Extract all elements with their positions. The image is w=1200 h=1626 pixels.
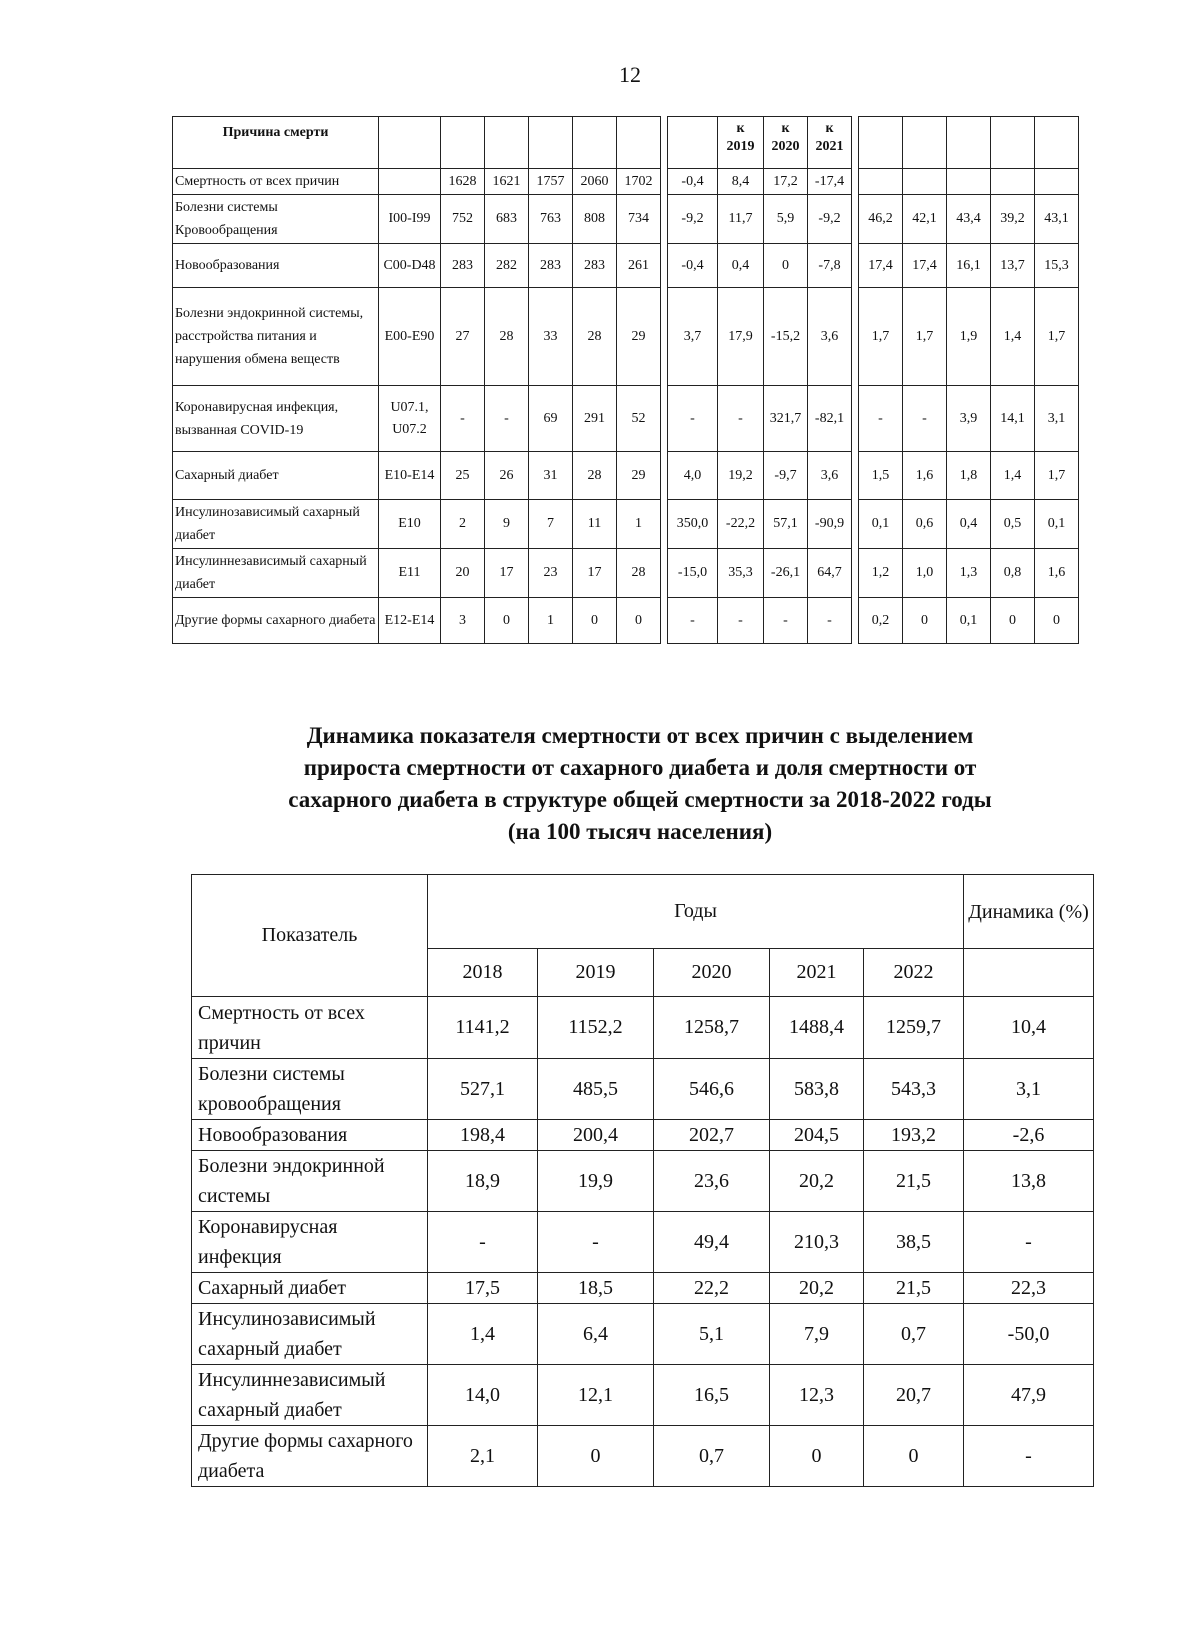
header-cell — [529, 117, 573, 169]
dynamics-cell: 13,8 — [964, 1151, 1094, 1212]
share-cell: 16,1 — [947, 244, 991, 288]
growth-cell: -7,8 — [808, 244, 852, 288]
count-cell: 28 — [485, 288, 529, 386]
dynamics-cell: -2,6 — [964, 1120, 1094, 1151]
table-row — [173, 549, 1079, 598]
share-cell: 1,7 — [1035, 452, 1079, 500]
count-cell: 1621 — [485, 169, 529, 195]
dynamics-cell: 22,3 — [964, 1273, 1094, 1304]
count-cell: 752 — [441, 195, 485, 244]
title-line: (на 100 тысяч населения) — [507, 819, 773, 844]
page-number: 12 — [619, 62, 641, 87]
indicator-cell: Новообразования — [192, 1120, 428, 1151]
column-gap — [852, 169, 859, 195]
indicator-cell: Болезни эндокринной системы — [192, 1151, 428, 1212]
header-cell — [1035, 117, 1079, 169]
title-line: Динамика показателя смертности от всех причин с выделением — [306, 723, 974, 748]
growth-cell: 17,2 — [764, 169, 808, 195]
year-value-cell: 17,5 — [428, 1273, 538, 1304]
table-row — [173, 386, 1079, 452]
growth-cell: 11,7 — [718, 195, 764, 244]
count-cell: 69 — [529, 386, 573, 452]
share-cell: 0 — [1035, 598, 1079, 644]
year-value-cell: 485,5 — [538, 1059, 654, 1120]
table-row — [192, 1426, 1094, 1487]
mortality-dynamics-body — [192, 997, 1094, 1487]
dynamics-cell: - — [964, 1212, 1094, 1273]
year-header: 2019 — [538, 949, 654, 997]
growth-cell: 17,9 — [718, 288, 764, 386]
growth-cell: - — [718, 598, 764, 644]
count-cell: 283 — [441, 244, 485, 288]
share-cell: 1,2 — [859, 549, 903, 598]
table-header-row — [173, 117, 1079, 169]
share-cell: 0 — [991, 598, 1035, 644]
growth-cell: 0 — [764, 244, 808, 288]
year-value-cell: 193,2 — [864, 1120, 964, 1151]
year-value-cell: 21,5 — [864, 1151, 964, 1212]
column-gap — [852, 195, 859, 244]
count-cell: 9 — [485, 500, 529, 549]
year-value-cell: 1,4 — [428, 1304, 538, 1365]
table-row — [173, 195, 1079, 244]
year-header: 2022 — [864, 949, 964, 997]
table-header-row — [192, 875, 1094, 949]
share-cell: 15,3 — [1035, 244, 1079, 288]
year-value-cell: 6,4 — [538, 1304, 654, 1365]
count-cell: 283 — [529, 244, 573, 288]
growth-header-2019: к 2019 — [718, 117, 764, 169]
count-cell: 1628 — [441, 169, 485, 195]
share-cell: 0,2 — [859, 598, 903, 644]
share-cell: 39,2 — [991, 195, 1035, 244]
icd-code-cell: E10-E14 — [379, 452, 441, 500]
count-cell: 20 — [441, 549, 485, 598]
share-cell — [991, 169, 1035, 195]
count-cell: 28 — [573, 452, 617, 500]
header-cell — [573, 117, 617, 169]
share-cell: 3,9 — [947, 386, 991, 452]
growth-cell: -22,2 — [718, 500, 764, 549]
growth-cell: 0,4 — [718, 244, 764, 288]
header-cell — [964, 949, 1094, 997]
indicator-cell: Другие формы сахарного диабета — [192, 1426, 428, 1487]
count-cell: 261 — [617, 244, 661, 288]
count-cell: 31 — [529, 452, 573, 500]
year-value-cell: 204,5 — [770, 1120, 864, 1151]
icd-code-cell: U07.1, U07.2 — [379, 386, 441, 452]
column-gap — [661, 598, 668, 644]
growth-cell: - — [668, 386, 718, 452]
column-gap — [661, 117, 668, 169]
year-value-cell: 12,3 — [770, 1365, 864, 1426]
share-cell: 1,5 — [859, 452, 903, 500]
column-gap — [852, 386, 859, 452]
share-cell: 46,2 — [859, 195, 903, 244]
count-cell: 28 — [617, 549, 661, 598]
header-cell — [485, 117, 529, 169]
count-cell: 1702 — [617, 169, 661, 195]
dynamics-cell: - — [964, 1426, 1094, 1487]
count-cell: 29 — [617, 452, 661, 500]
growth-cell: -15,0 — [668, 549, 718, 598]
share-cell: 1,4 — [991, 452, 1035, 500]
count-cell: 291 — [573, 386, 617, 452]
count-cell: 17 — [485, 549, 529, 598]
table-row — [173, 500, 1079, 549]
column-gap — [852, 598, 859, 644]
growth-cell: -15,2 — [764, 288, 808, 386]
year-value-cell: 543,3 — [864, 1059, 964, 1120]
icd-code-cell: E12-E14 — [379, 598, 441, 644]
growth-cell: 35,3 — [718, 549, 764, 598]
share-cell: 0 — [903, 598, 947, 644]
count-cell: 1757 — [529, 169, 573, 195]
table-row — [192, 1151, 1094, 1212]
year-value-cell: 1258,7 — [654, 997, 770, 1059]
count-cell: 7 — [529, 500, 573, 549]
indicator-cell: Коронавирусная инфекция — [192, 1212, 428, 1273]
growth-cell: -0,4 — [668, 169, 718, 195]
year-value-cell: 49,4 — [654, 1212, 770, 1273]
icd-code-cell: I00-I99 — [379, 195, 441, 244]
year-value-cell: 1141,2 — [428, 997, 538, 1059]
year-value-cell: 198,4 — [428, 1120, 538, 1151]
share-cell: 17,4 — [903, 244, 947, 288]
count-cell: 17 — [573, 549, 617, 598]
year-value-cell: 2,1 — [428, 1426, 538, 1487]
column-gap — [661, 244, 668, 288]
dynamics-header: Динамика (%) — [964, 875, 1094, 949]
header-cell — [617, 117, 661, 169]
share-cell: 1,6 — [903, 452, 947, 500]
header-cell — [379, 117, 441, 169]
indicator-cell: Сахарный диабет — [192, 1273, 428, 1304]
year-value-cell: 18,9 — [428, 1151, 538, 1212]
count-cell: 2060 — [573, 169, 617, 195]
count-cell: 25 — [441, 452, 485, 500]
growth-cell: -26,1 — [764, 549, 808, 598]
share-cell: 0,6 — [903, 500, 947, 549]
header-cell — [859, 117, 903, 169]
cause-header: Причина смерти — [173, 117, 379, 169]
count-cell: 763 — [529, 195, 573, 244]
table-row — [173, 244, 1079, 288]
indicator-cell: Болезни системы кровообращения — [192, 1059, 428, 1120]
year-value-cell: 202,7 — [654, 1120, 770, 1151]
year-value-cell: 0,7 — [864, 1304, 964, 1365]
column-gap — [661, 288, 668, 386]
year-value-cell: 20,2 — [770, 1273, 864, 1304]
share-cell — [1035, 169, 1079, 195]
count-cell: 282 — [485, 244, 529, 288]
cause-cell: Болезни системы Кровообращения — [173, 195, 379, 244]
table-row — [173, 452, 1079, 500]
column-gap — [852, 549, 859, 598]
year-value-cell: 527,1 — [428, 1059, 538, 1120]
share-cell: 0,5 — [991, 500, 1035, 549]
growth-cell: 4,0 — [668, 452, 718, 500]
year-value-cell: 5,1 — [654, 1304, 770, 1365]
title-line: сахарного диабета в структуре общей смертности за 2018-2022 годы — [288, 787, 992, 812]
column-gap — [661, 386, 668, 452]
growth-cell: 3,6 — [808, 452, 852, 500]
year-value-cell: 20,7 — [864, 1365, 964, 1426]
table-row — [192, 997, 1094, 1059]
header-cell — [903, 117, 947, 169]
growth-cell: 8,4 — [718, 169, 764, 195]
count-cell: 23 — [529, 549, 573, 598]
icd-code-cell: E10 — [379, 500, 441, 549]
title-line: прироста смертности от сахарного диабета и доля смертности от — [303, 755, 977, 780]
indicator-cell: Инсулинозависимый сахарный диабет — [192, 1304, 428, 1365]
share-cell: 43,1 — [1035, 195, 1079, 244]
year-value-cell: 22,2 — [654, 1273, 770, 1304]
column-gap — [852, 452, 859, 500]
column-gap — [852, 244, 859, 288]
count-cell: 283 — [573, 244, 617, 288]
share-cell: 1,8 — [947, 452, 991, 500]
year-value-cell: 0,7 — [654, 1426, 770, 1487]
section-title — [190, 720, 1090, 848]
year-value-cell: 0 — [538, 1426, 654, 1487]
growth-cell: -82,1 — [808, 386, 852, 452]
mortality-dynamics-table — [191, 874, 1094, 1487]
growth-cell: -9,7 — [764, 452, 808, 500]
indicator-cell: Смертность от всех причин — [192, 997, 428, 1059]
year-header: 2020 — [654, 949, 770, 997]
growth-cell: - — [764, 598, 808, 644]
year-header: 2018 — [428, 949, 538, 997]
table-row — [192, 1304, 1094, 1365]
share-cell: 1,7 — [903, 288, 947, 386]
share-cell: 1,4 — [991, 288, 1035, 386]
icd-code-cell: E00-E90 — [379, 288, 441, 386]
share-cell: 1,7 — [1035, 288, 1079, 386]
table-row — [192, 1212, 1094, 1273]
share-cell: 17,4 — [859, 244, 903, 288]
share-cell: 42,1 — [903, 195, 947, 244]
year-value-cell: 0 — [864, 1426, 964, 1487]
year-value-cell: 38,5 — [864, 1212, 964, 1273]
icd-code-cell: E11 — [379, 549, 441, 598]
year-value-cell: 21,5 — [864, 1273, 964, 1304]
header-cell — [441, 117, 485, 169]
growth-cell: - — [668, 598, 718, 644]
column-gap — [661, 500, 668, 549]
icd-code-cell — [379, 169, 441, 195]
year-value-cell: - — [428, 1212, 538, 1273]
growth-cell: 64,7 — [808, 549, 852, 598]
cause-cell: Смертность от всех причин — [173, 169, 379, 195]
count-cell: 1 — [529, 598, 573, 644]
cause-cell: Сахарный диабет — [173, 452, 379, 500]
share-cell: - — [859, 386, 903, 452]
count-cell: - — [441, 386, 485, 452]
share-cell: 0,1 — [947, 598, 991, 644]
table-row — [192, 1273, 1094, 1304]
share-cell: 1,6 — [1035, 549, 1079, 598]
table-row — [192, 1120, 1094, 1151]
header-cell — [668, 117, 718, 169]
share-cell: 13,7 — [991, 244, 1035, 288]
dynamics-cell: 3,1 — [964, 1059, 1094, 1120]
cause-cell: Коронавирусная инфекция, вызванная COVID-19 — [173, 386, 379, 452]
header-cell — [991, 117, 1035, 169]
table-row — [192, 1059, 1094, 1120]
share-cell — [859, 169, 903, 195]
growth-cell: 57,1 — [764, 500, 808, 549]
growth-cell: -0,4 — [668, 244, 718, 288]
share-cell: 1,0 — [903, 549, 947, 598]
count-cell: 27 — [441, 288, 485, 386]
indicator-header: Показатель — [192, 875, 428, 997]
table-row — [173, 288, 1079, 386]
share-cell: 0,8 — [991, 549, 1035, 598]
share-cell: 1,3 — [947, 549, 991, 598]
count-cell: 2 — [441, 500, 485, 549]
year-value-cell: 7,9 — [770, 1304, 864, 1365]
growth-cell: 3,7 — [668, 288, 718, 386]
table-row — [173, 598, 1079, 644]
growth-cell: 5,9 — [764, 195, 808, 244]
year-value-cell: 200,4 — [538, 1120, 654, 1151]
year-value-cell: 20,2 — [770, 1151, 864, 1212]
count-cell: 52 — [617, 386, 661, 452]
growth-cell: - — [718, 386, 764, 452]
growth-cell: -17,4 — [808, 169, 852, 195]
count-cell: 808 — [573, 195, 617, 244]
growth-cell: -9,2 — [668, 195, 718, 244]
count-cell: - — [485, 386, 529, 452]
cause-cell: Другие формы сахарного диабета — [173, 598, 379, 644]
count-cell: 11 — [573, 500, 617, 549]
count-cell: 26 — [485, 452, 529, 500]
year-value-cell: 1259,7 — [864, 997, 964, 1059]
growth-cell: 321,7 — [764, 386, 808, 452]
year-value-cell: 19,9 — [538, 1151, 654, 1212]
year-value-cell: 23,6 — [654, 1151, 770, 1212]
share-cell: 1,7 — [859, 288, 903, 386]
share-cell: - — [903, 386, 947, 452]
year-header: 2021 — [770, 949, 864, 997]
growth-header-2021: к 2021 — [808, 117, 852, 169]
years-header: Годы — [428, 875, 964, 949]
table-row — [192, 1365, 1094, 1426]
count-cell: 28 — [573, 288, 617, 386]
count-cell: 683 — [485, 195, 529, 244]
cause-cell: Новообразования — [173, 244, 379, 288]
share-cell: 0,1 — [1035, 500, 1079, 549]
year-value-cell: 546,6 — [654, 1059, 770, 1120]
column-gap — [852, 500, 859, 549]
growth-cell: -90,9 — [808, 500, 852, 549]
header-cell — [947, 117, 991, 169]
year-value-cell: 18,5 — [538, 1273, 654, 1304]
growth-header-2020: к 2020 — [764, 117, 808, 169]
dynamics-cell: -50,0 — [964, 1304, 1094, 1365]
share-cell: 1,9 — [947, 288, 991, 386]
year-value-cell: 16,5 — [654, 1365, 770, 1426]
column-gap — [661, 195, 668, 244]
mortality-causes-table — [172, 116, 1079, 644]
year-value-cell: 14,0 — [428, 1365, 538, 1426]
share-cell — [903, 169, 947, 195]
share-cell: 3,1 — [1035, 386, 1079, 452]
share-cell: 0,1 — [859, 500, 903, 549]
growth-cell: 19,2 — [718, 452, 764, 500]
cause-cell: Инсулинозависимый сахарный диабет — [173, 500, 379, 549]
growth-cell: -9,2 — [808, 195, 852, 244]
table-row — [173, 169, 1079, 195]
year-value-cell: 0 — [770, 1426, 864, 1487]
count-cell: 0 — [485, 598, 529, 644]
count-cell: 1 — [617, 500, 661, 549]
share-cell: 14,1 — [991, 386, 1035, 452]
indicator-cell: Инсулиннезависимый сахарный диабет — [192, 1365, 428, 1426]
column-gap — [661, 549, 668, 598]
mortality-causes-body — [173, 169, 1079, 644]
growth-cell: 350,0 — [668, 500, 718, 549]
count-cell: 0 — [573, 598, 617, 644]
count-cell: 0 — [617, 598, 661, 644]
growth-cell: 3,6 — [808, 288, 852, 386]
column-gap — [852, 288, 859, 386]
year-value-cell: 583,8 — [770, 1059, 864, 1120]
share-cell: 0,4 — [947, 500, 991, 549]
count-cell: 33 — [529, 288, 573, 386]
share-cell — [947, 169, 991, 195]
year-value-cell: - — [538, 1212, 654, 1273]
share-cell: 43,4 — [947, 195, 991, 244]
column-gap — [661, 452, 668, 500]
count-cell: 3 — [441, 598, 485, 644]
dynamics-cell: 47,9 — [964, 1365, 1094, 1426]
icd-code-cell: C00-D48 — [379, 244, 441, 288]
count-cell: 734 — [617, 195, 661, 244]
count-cell: 29 — [617, 288, 661, 386]
year-value-cell: 1152,2 — [538, 997, 654, 1059]
year-value-cell: 210,3 — [770, 1212, 864, 1273]
column-gap — [661, 169, 668, 195]
cause-cell: Болезни эндокринной системы, расстройства питания и нарушения обмена веществ — [173, 288, 379, 386]
growth-cell: - — [808, 598, 852, 644]
dynamics-cell: 10,4 — [964, 997, 1094, 1059]
year-value-cell: 12,1 — [538, 1365, 654, 1426]
column-gap — [852, 117, 859, 169]
cause-cell: Инсулиннезависимый сахарный диабет — [173, 549, 379, 598]
year-value-cell: 1488,4 — [770, 997, 864, 1059]
